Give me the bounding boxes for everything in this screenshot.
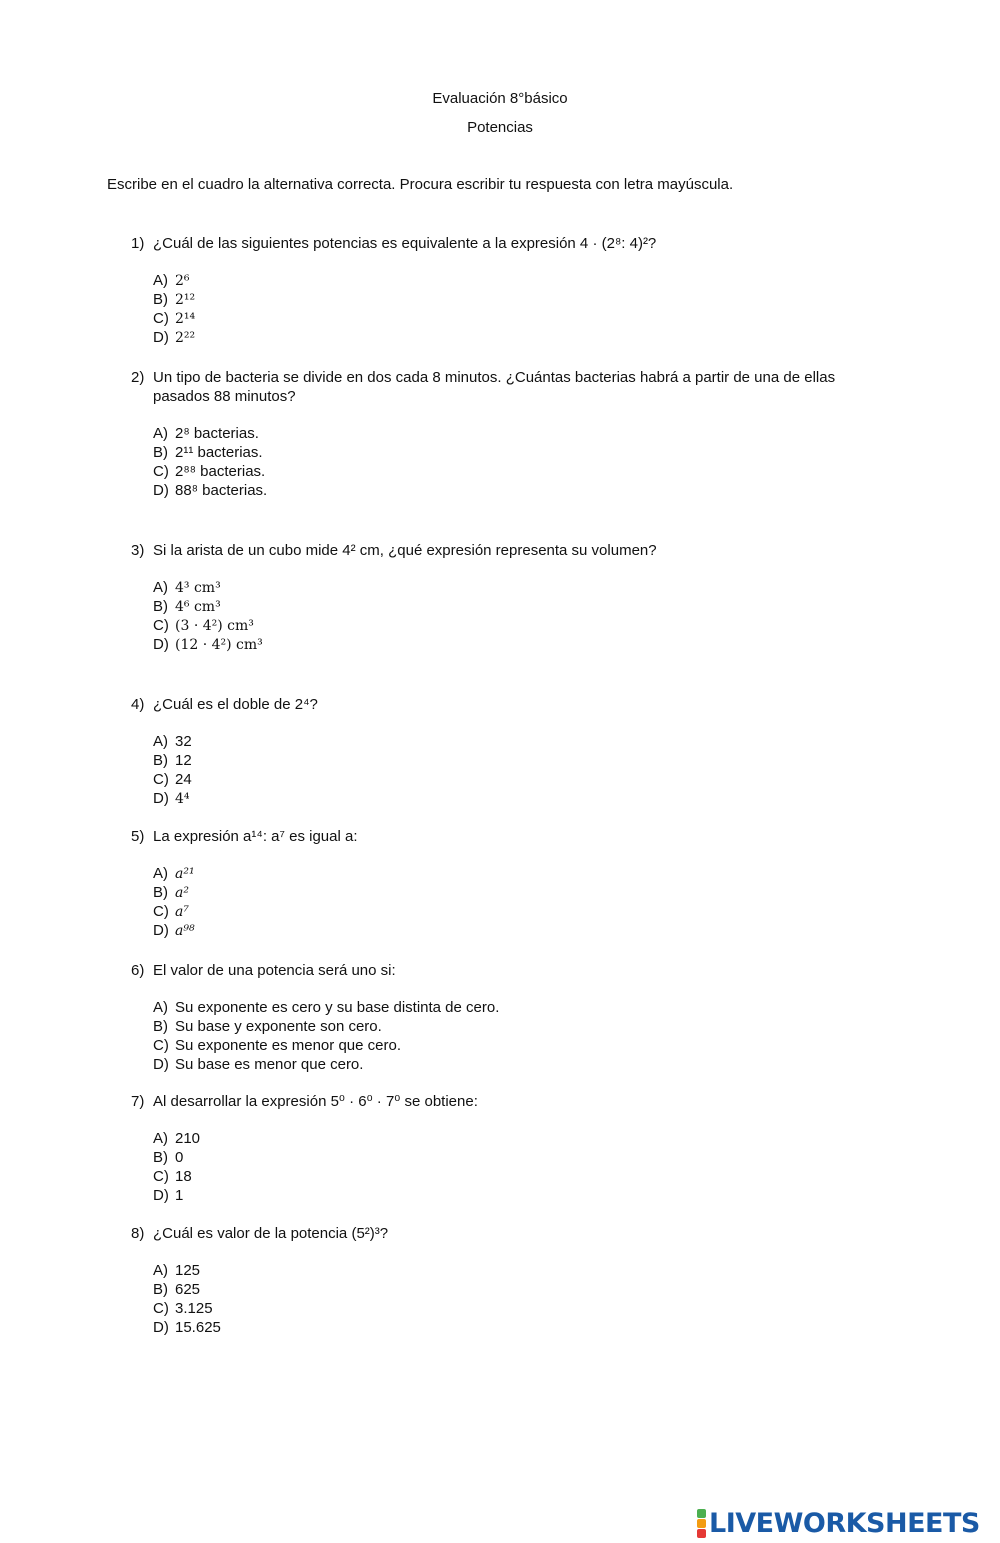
option-a: A) 2⁶ [153, 272, 190, 289]
question-1 [131, 234, 861, 347]
question-text: Al desarrollar la expresión 5⁰ · 6⁰ · 7⁰ se obtiene: [153, 1093, 478, 1110]
option-c: C) 3.125 [153, 1300, 213, 1317]
option-a: A) 2⁸ bacterias. [153, 425, 259, 442]
option-d: D) (12 · 4²) cm³ [153, 636, 263, 653]
option-c: C) Su exponente es menor que cero. [153, 1037, 401, 1054]
question-number: 8) [131, 1225, 145, 1242]
page-subtitle: Potencias [467, 119, 533, 136]
question-2 [131, 368, 861, 500]
option-a: A) 125 [153, 1262, 201, 1279]
question-5 [131, 827, 861, 940]
option-a: A) 4³ cm³ [153, 579, 221, 596]
question-text: Si la arista de un cubo mide 4² cm, ¿qué expresión representa su volumen? [153, 542, 657, 559]
option-a: A) 210 [153, 1130, 201, 1147]
question-6 [131, 961, 861, 1074]
option-a: A) a²¹ [153, 865, 195, 882]
option-d: D) 88⁸ bacterias. [153, 482, 268, 499]
question-number: 5) [131, 828, 145, 845]
question-text: La expresión a¹⁴: a⁷ es igual a: [153, 828, 358, 845]
option-d: D) 4⁴ [153, 790, 190, 807]
option-d: D) 1 [153, 1187, 184, 1204]
question-number: 7) [131, 1093, 145, 1110]
question-number: 3) [131, 542, 145, 559]
option-c: C) 24 [153, 771, 192, 788]
question-4 [131, 695, 861, 808]
question-text: ¿Cuál es el doble de 2⁴? [153, 696, 318, 713]
option-c: C) 2⁸⁸ bacterias. [153, 463, 266, 480]
instructions: Escribe en el cuadro la alternativa correcta. Procura escribir tu respuesta con letra mayúscula. [107, 176, 734, 193]
question-text: ¿Cuál es valor de la potencia (5²)³? [153, 1225, 389, 1242]
question-text: ¿Cuál de las siguientes potencias es equivalente a la expresión 4 · (2⁸: 4)²? [153, 235, 657, 252]
liveworksheets-logo [697, 1509, 980, 1537]
question-text: Un tipo de bacteria se divide en dos cada 8 minutos. ¿Cuántas bacterias habrá a partir de una de ellas pasados 88 minutos? [153, 369, 836, 405]
question-8 [131, 1224, 861, 1337]
question-text: El valor de una potencia será uno si: [153, 962, 396, 979]
question-7 [131, 1092, 861, 1205]
option-c: C) 2¹⁴ [153, 310, 196, 327]
option-b: B) 4⁶ cm³ [153, 598, 221, 615]
option-c: C) a⁷ [153, 903, 189, 920]
question-3 [131, 541, 861, 654]
option-b: B) 2¹² [153, 291, 196, 308]
question-number: 1) [131, 235, 145, 252]
option-b: B) 625 [153, 1281, 201, 1298]
option-b: B) 0 [153, 1149, 184, 1166]
logo-blocks-icon [697, 1509, 706, 1538]
option-b: B) 12 [153, 752, 192, 769]
option-c: C) 18 [153, 1168, 192, 1185]
question-number: 6) [131, 962, 145, 979]
option-d: D) 15.625 [153, 1319, 221, 1336]
option-b: B) a² [153, 884, 189, 901]
option-c: C) (3 · 4²) cm³ [153, 617, 254, 634]
option-b: B) 2¹¹ bacterias. [153, 444, 263, 461]
option-a: A) 32 [153, 733, 192, 750]
question-number: 2) [131, 369, 145, 386]
page-title: Evaluación 8°básico [432, 90, 568, 107]
option-d: D) a⁹⁸ [153, 922, 195, 939]
option-b: B) Su base y exponente son cero. [153, 1018, 382, 1035]
option-d: D) Su base es menor que cero. [153, 1056, 364, 1073]
option-a: A) Su exponente es cero y su base distinta de cero. [153, 999, 500, 1016]
question-number: 4) [131, 696, 145, 713]
logo-text: LIVEWORKSHEETS [709, 1507, 980, 1539]
option-d: D) 2²² [153, 329, 196, 346]
